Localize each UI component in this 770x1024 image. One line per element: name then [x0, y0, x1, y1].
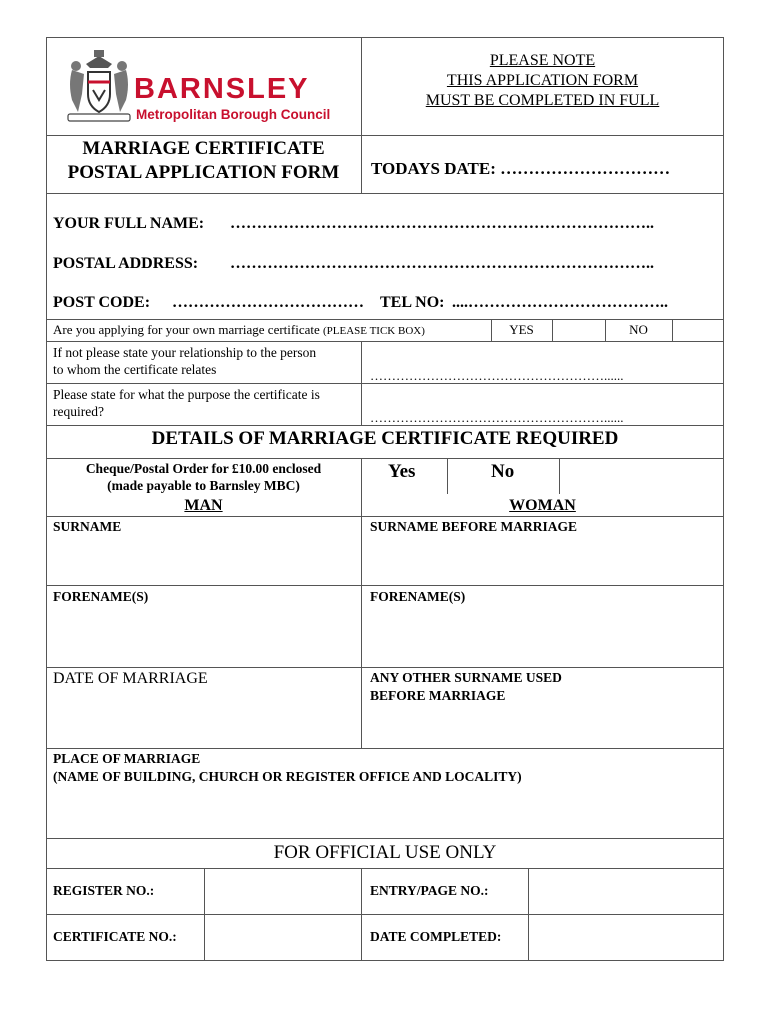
form-title-line-2: POSTAL APPLICATION FORM [67, 162, 340, 183]
man-heading: MAN [184, 497, 223, 514]
date-completed-label: DATE COMPLETED: [370, 929, 502, 944]
entry-page-no-label: ENTRY/PAGE NO.: [370, 883, 489, 898]
purpose-question-line-2: required? [53, 404, 104, 419]
tick-box-note: (PLEASE TICK BOX) [323, 325, 425, 337]
rule [46, 319, 724, 320]
place-of-marriage-line-2: (NAME OF BUILDING, CHURCH OR REGISTER OFFICE AND LOCALITY) [53, 769, 522, 784]
cheque-yes-label: Yes [388, 461, 416, 482]
rule [46, 135, 724, 136]
official-use-heading: FOR OFFICIAL USE ONLY [273, 842, 497, 863]
note-line-3: MUST BE COMPLETED IN FULL [425, 92, 660, 109]
relationship-question-line-1: If not please state your relationship to the person [53, 345, 317, 360]
cheque-line-2: (made payable to Barnsley MBC) [107, 478, 300, 493]
rule [361, 868, 362, 961]
surname-before-marriage-field[interactable] [362, 535, 723, 583]
postal-address-field[interactable]: …………………………………………………………………….. [230, 255, 654, 272]
details-heading: DETAILS OF MARRIAGE CERTIFICATE REQUIRED [151, 428, 619, 449]
no-label: NO [629, 322, 648, 337]
rule [46, 838, 724, 839]
rule [447, 458, 448, 494]
certificate-no-label: CERTIFICATE NO.: [53, 929, 177, 944]
note-line-1: PLEASE NOTE [489, 52, 596, 69]
todays-date-field[interactable]: TODAYS DATE: ………………………… [371, 159, 671, 178]
place-of-marriage-field[interactable] [47, 788, 723, 836]
relationship-field[interactable]: ………………………………………………...... [370, 368, 624, 383]
purpose-question-line-1: Please state for what the purpose the certificate is [53, 387, 320, 402]
logo-subtitle: Metropolitan Borough Council [136, 107, 331, 122]
rule [46, 341, 724, 342]
own-certificate-text: Are you applying for your own marriage certificate [53, 322, 320, 337]
yes-tick-box[interactable] [553, 320, 605, 341]
form-title-line-1: MARRIAGE CERTIFICATE [82, 138, 325, 159]
place-of-marriage-line-1: PLACE OF MARRIAGE [53, 751, 201, 766]
cheque-no-label: No [491, 461, 515, 482]
certificate-no-field[interactable] [205, 915, 360, 960]
own-certificate-question [53, 322, 425, 338]
purpose-field[interactable]: ………………………………………………...... [370, 410, 624, 425]
cheque-line-1: Cheque/Postal Order for £10.00 enclosed [85, 461, 322, 476]
forenames-man-field[interactable] [47, 606, 360, 665]
entry-page-no-field[interactable] [529, 869, 723, 913]
forenames-woman-field[interactable] [362, 606, 723, 665]
other-surname-line-2: BEFORE MARRIAGE [370, 688, 506, 703]
relationship-question-line-2: to whom the certificate relates [53, 362, 217, 377]
postal-address-label: POSTAL ADDRESS: [53, 255, 199, 272]
forenames-woman-label: FORENAME(S) [370, 589, 466, 604]
rule [361, 341, 362, 425]
rule [46, 193, 724, 194]
rule [46, 667, 724, 668]
post-code-label: POST CODE: [53, 294, 151, 311]
surname-label: SURNAME [53, 519, 122, 534]
full-name-field[interactable]: …………………………………………………………………….. [230, 215, 654, 232]
date-completed-field[interactable] [529, 915, 723, 960]
council-logo [64, 50, 344, 126]
logo-name: BARNSLEY [134, 73, 310, 105]
full-name-label: YOUR FULL NAME: [53, 215, 205, 232]
rule [46, 516, 724, 517]
cheque-no-box[interactable] [560, 459, 724, 494]
post-code-field[interactable]: ……………………………… [172, 294, 364, 311]
rule [46, 748, 724, 749]
surname-before-marriage-label: SURNAME BEFORE MARRIAGE [370, 519, 578, 534]
yes-label: YES [509, 322, 534, 337]
tel-no-label: TEL NO: [380, 294, 445, 311]
rule [46, 585, 724, 586]
tel-no-field[interactable]: ....……………………………….. [452, 294, 668, 311]
other-surname-line-1: ANY OTHER SURNAME USED [370, 670, 562, 685]
no-tick-box[interactable] [673, 320, 724, 341]
date-of-marriage-label: DATE OF MARRIAGE [53, 670, 208, 687]
other-surname-field[interactable] [362, 706, 723, 746]
date-of-marriage-field[interactable] [47, 690, 360, 746]
coat-of-arms-icon [64, 50, 134, 126]
surname-field[interactable] [47, 535, 360, 583]
register-no-label: REGISTER NO.: [53, 883, 155, 898]
note-line-2: THIS APPLICATION FORM [446, 72, 639, 89]
woman-heading: WOMAN [509, 497, 576, 514]
register-no-field[interactable] [205, 869, 360, 913]
cheque-yes-box[interactable] [362, 459, 447, 494]
forenames-man-label: FORENAME(S) [53, 589, 149, 604]
